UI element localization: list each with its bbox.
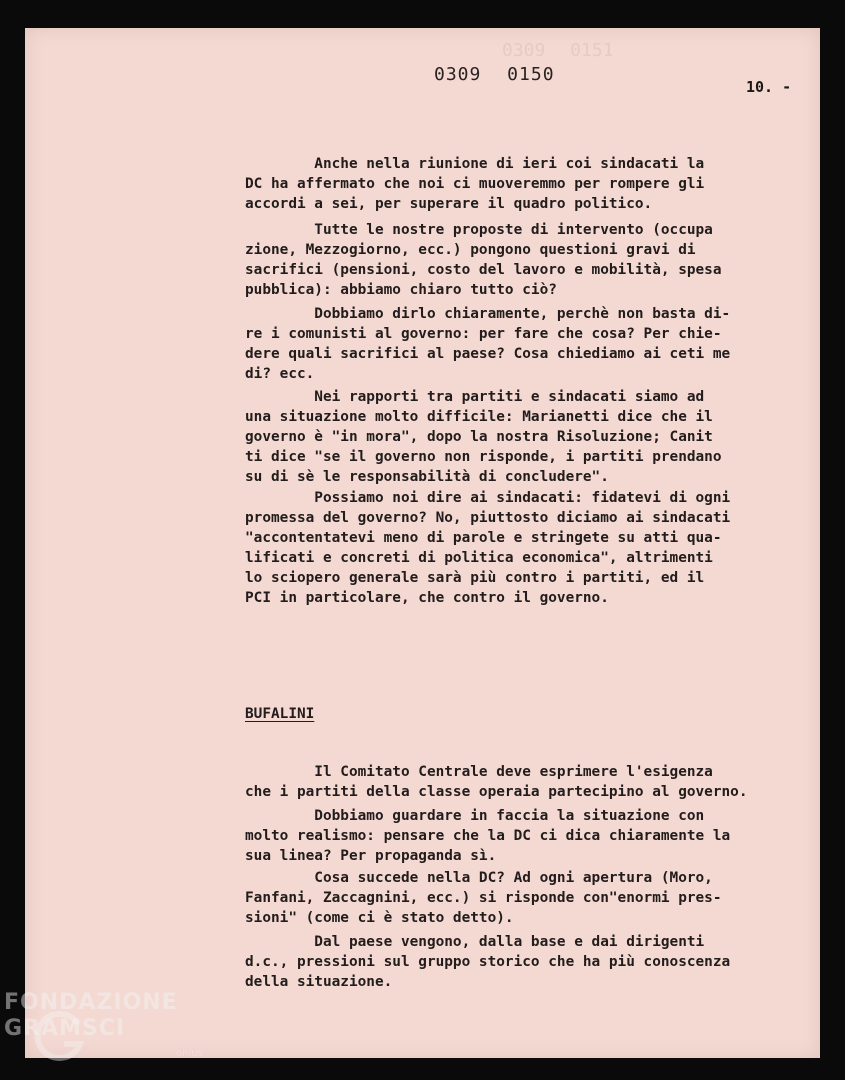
- speaker-paragraph-4: Dal paese vengono, dalla base e dai dirigenti d.c., pressioni sul gruppo storico che ha più conoscenza della situazione.: [245, 934, 731, 990]
- speaker-paragraph-1: Il Comitato Centrale deve esprimere l'esigenza che i partiti della classe operaia partecipino al governo.: [245, 764, 748, 800]
- speaker-paragraph-2: Dobbiamo guardare in faccia la situazione con molto realismo: pensare che la DC ci dica chiaramente la sua linea? Per propaganda sì.: [245, 808, 731, 864]
- paragraph-4: Nei rapporti tra partiti e sindacati siamo ad una situazione molto difficile: Marianetti dice che il governo è "in mora", dopo la nostra Risoluzione; Canit ti dice "se il governo non risponde, i partiti prendano su di sè le responsabilità di concludere".: [245, 389, 722, 485]
- paragraph-3: Dobbiamo dirlo chiaramente, perchè non basta di- re i comunisti al governo: per fare che cosa? Per chie- dere quali sacrifici al paese? Cosa chiediamo ai ceti me di? ecc.: [245, 306, 731, 382]
- paragraph-2: Tutte le nostre proposte di intervento (occupa zione, Mezzogiorno, ecc.) pongono questioni gravi di sacrifici (pensioni, costo del lavoro e mobilità, spesa pubblica): abbiamo chiaro tutto ciò?: [245, 222, 722, 298]
- page-number: 10. -: [746, 78, 792, 96]
- watermark-suffix: onlus: [176, 1048, 203, 1059]
- watermark-line-1: FONDAZIONE: [4, 990, 178, 1015]
- fondazione-gramsci-watermark: [4, 990, 214, 1075]
- speaker-heading: BUFALINI: [245, 706, 315, 722]
- watermark-line-2: GRAMSCI: [4, 1016, 126, 1041]
- bleedthrough-archive-number: 0309 0151: [502, 40, 614, 61]
- paragraph-1: Anche nella riunione di ieri coi sindacati la DC ha affermato che noi ci muoveremmo per rompere gli accordi a sei, per superare il quadro politico.: [245, 156, 705, 212]
- speaker-paragraph-3: Cosa succede nella DC? Ad ogni apertura (Moro, Fanfani, Zaccagnini, ecc.) si risponde con"enormi pres- sioni" (come ci è stato detto).: [245, 870, 722, 926]
- archive-number: 0309 0150: [434, 64, 555, 85]
- paragraph-5: Possiamo noi dire ai sindacati: fidatevi di ogni promessa del governo? No, piuttosto diciamo ai sindacati "accontentatevi meno di parole e stringete su atti qua- lificati e concreti di politica economica", altrimenti lo sciopero generale sarà più contro i partiti, ed il PCI in particolare, che contro il governo.: [245, 490, 731, 606]
